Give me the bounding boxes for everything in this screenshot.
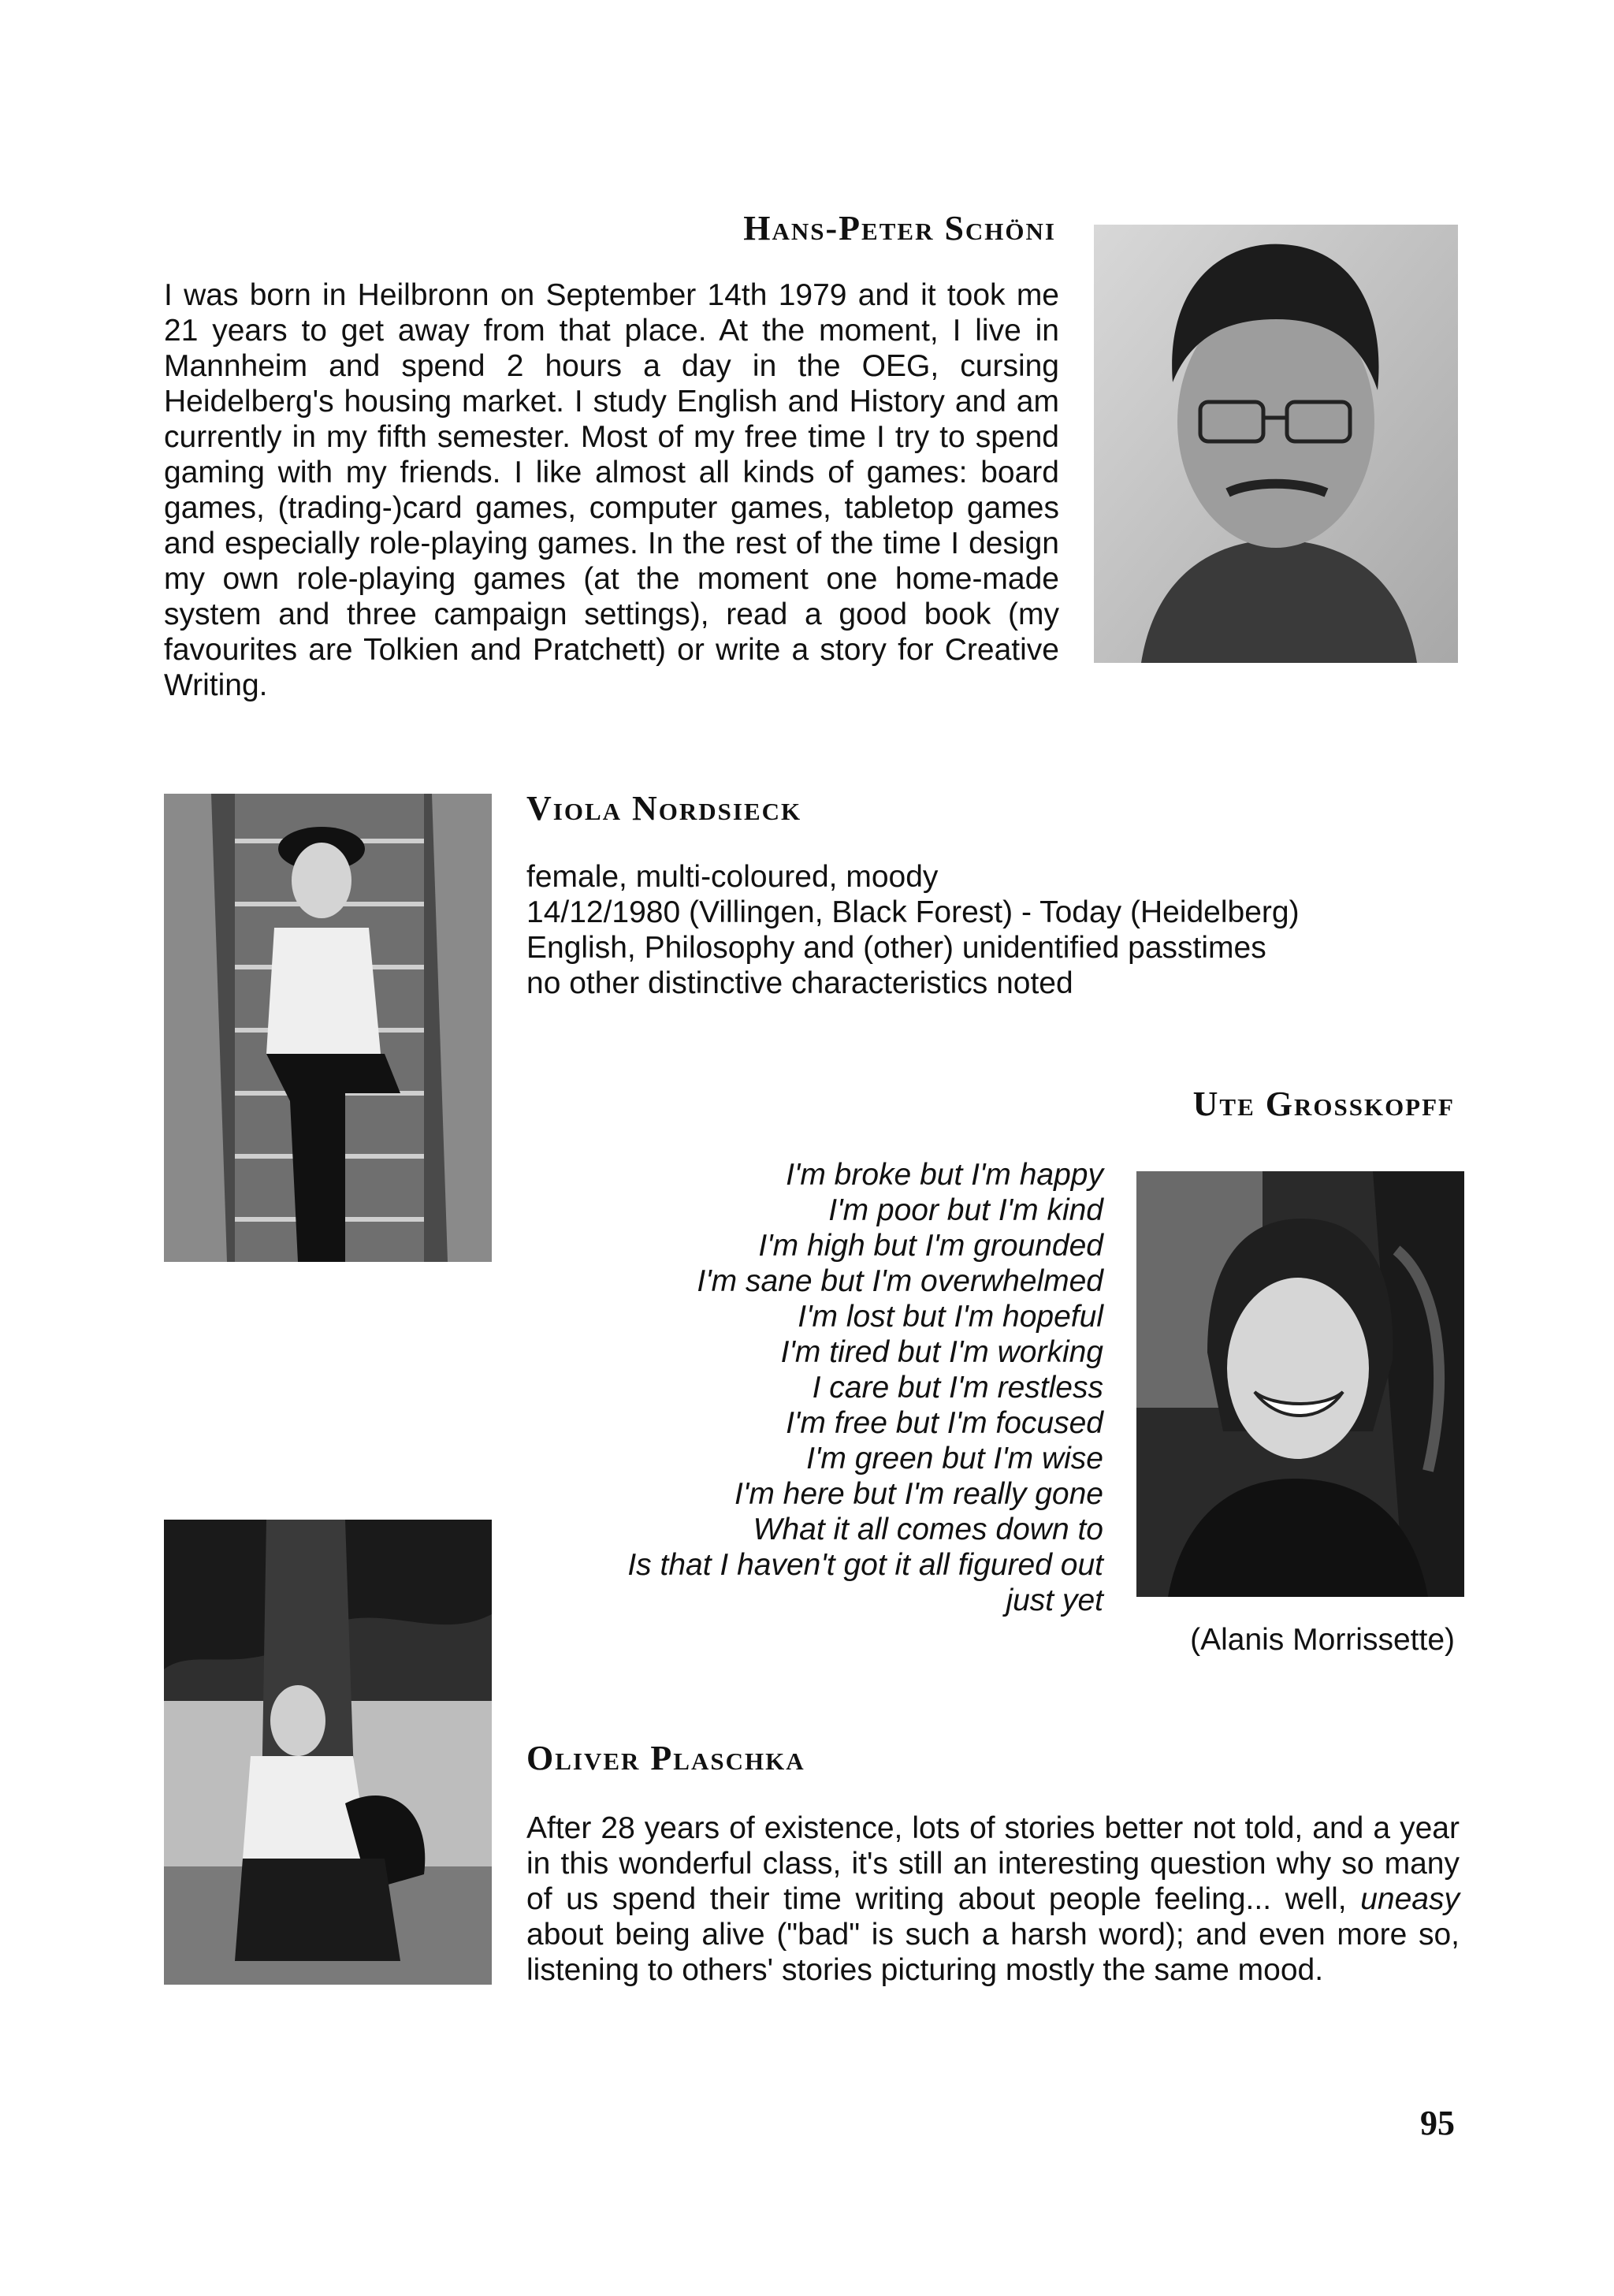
poem-line: I'm tired but I'm working xyxy=(780,1335,1103,1369)
bio-line: Heidelberg's housing market. I study English and History and am xyxy=(164,385,1059,419)
poem-line: just yet xyxy=(1006,1583,1103,1617)
poem-line: I'm poor but I'm kind xyxy=(828,1193,1103,1227)
viola-stairs-photo xyxy=(164,794,492,1262)
hans-peter-name: Hans-Peter Schöni xyxy=(743,209,1056,247)
oliver-name: Oliver Plaschka xyxy=(526,1739,805,1777)
poem-line: Is that I haven't got it all figured out xyxy=(627,1548,1103,1582)
bio-line: 14/12/1980 (Villingen, Black Forest) - Today (Heidelberg) xyxy=(526,895,1300,929)
bio-line xyxy=(526,1881,1460,1917)
bio-text: of us spend their time writing about people feeling... well, xyxy=(526,1882,1361,1916)
oliver-bio xyxy=(526,1810,1460,1988)
bio-line: female, multi-coloured, moody xyxy=(526,860,939,894)
bio-line: and especially role-playing games. In the rest of the time I design xyxy=(164,527,1059,560)
bio-line: favourites are Tolkien and Pratchett) or write a story for Creative xyxy=(164,633,1059,667)
poem-line: What it all comes down to xyxy=(753,1513,1103,1546)
emphasis-uneasy: uneasy xyxy=(1360,1882,1460,1916)
poem-line: I'm high but I'm grounded xyxy=(758,1229,1103,1263)
poem-line: I'm free but I'm focused xyxy=(786,1406,1103,1440)
ute-name: Ute Grosskopff xyxy=(1192,1085,1455,1123)
bio-line: no other distinctive characteristics noted xyxy=(526,966,1073,1000)
bio-line: English, Philosophy and (other) unidentified passtimes xyxy=(526,931,1266,965)
viola-bio xyxy=(526,859,1300,1001)
bio-line: Writing. xyxy=(164,668,268,702)
oliver-tree-photo xyxy=(164,1520,492,1985)
bio-line: After 28 years of existence, lots of stories better not told, and a year xyxy=(526,1811,1460,1845)
ute-portrait-photo xyxy=(1136,1171,1464,1597)
bio-line: listening to others' stories picturing mostly the same mood. xyxy=(526,1953,1324,1987)
poem-line: I care but I'm restless xyxy=(812,1371,1103,1405)
hans-peter-portrait-photo xyxy=(1094,225,1458,663)
bio-line: in this wonderful class, it's still an interesting question why so many xyxy=(526,1847,1460,1881)
bio-line: games, (trading-)card games, computer games, tabletop games xyxy=(164,491,1059,525)
poem-line: I'm broke but I'm happy xyxy=(786,1158,1103,1192)
bio-line: currently in my fifth semester. Most of my free time I try to spend xyxy=(164,420,1059,454)
poem-line: I'm sane but I'm overwhelmed xyxy=(697,1264,1103,1298)
bio-line: about being alive ("bad" is such a harsh word); and even more so, xyxy=(526,1918,1460,1952)
bio-line: system and three campaign settings), read a good book (my xyxy=(164,597,1059,631)
bio-line: my own role-playing games (at the moment one home-made xyxy=(164,562,1059,596)
poem-line: I'm lost but I'm hopeful xyxy=(798,1300,1103,1334)
ute-poem xyxy=(627,1157,1103,1618)
viola-name: Viola Nordsieck xyxy=(526,789,802,828)
page-number: 95 xyxy=(1420,2104,1455,2142)
bio-line: Mannheim and spend 2 hours a day in the OEG, cursing xyxy=(164,349,1059,383)
poem-line: I'm here but I'm really gone xyxy=(734,1477,1103,1511)
ute-attribution: (Alanis Morrissette) xyxy=(1190,1623,1455,1657)
bio-line: I was born in Heilbronn on September 14th 1979 and it took me xyxy=(164,278,1059,312)
hans-peter-bio xyxy=(164,277,1059,703)
bio-line: gaming with my friends. I like almost all kinds of games: board xyxy=(164,456,1059,489)
bio-line: 21 years to get away from that place. At the moment, I live in xyxy=(164,314,1059,348)
poem-line: I'm green but I'm wise xyxy=(806,1442,1103,1475)
